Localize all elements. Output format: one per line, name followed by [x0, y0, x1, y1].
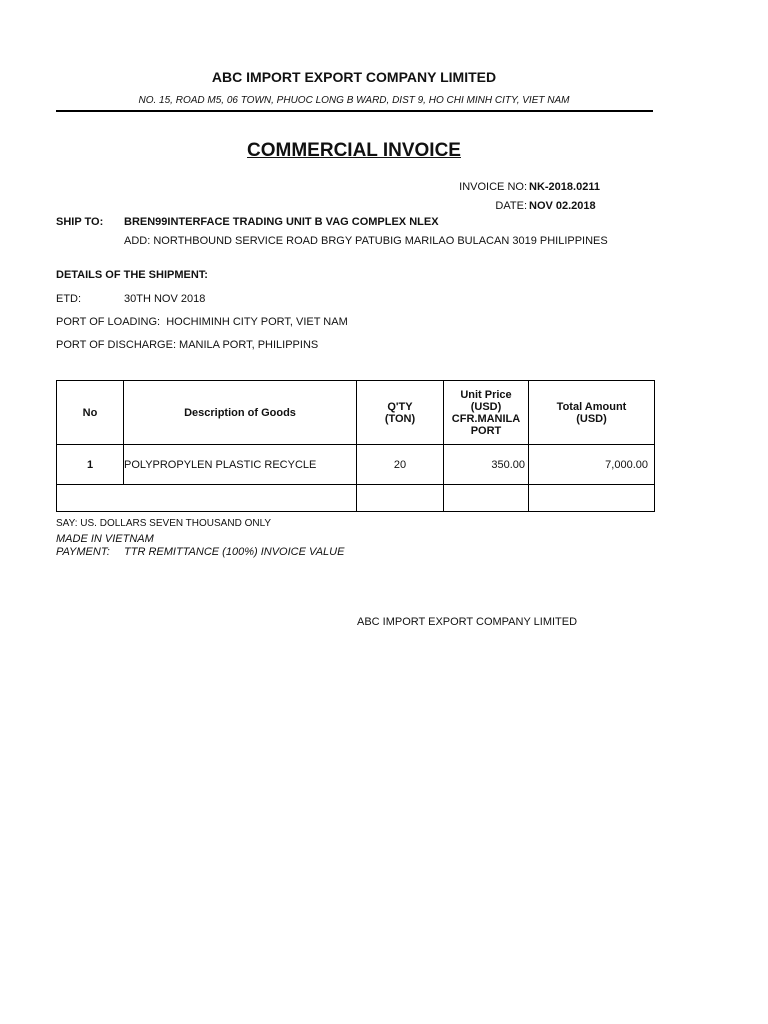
header-price-line1: Unit Price	[460, 388, 512, 401]
header-price-line2: (USD)	[470, 400, 502, 413]
row-description: POLYPROPYLEN PLASTIC RECYCLE	[124, 445, 357, 485]
row-qty: 20	[357, 445, 444, 485]
header-total-line2: (USD)	[576, 412, 607, 425]
amount-in-words: SAY: US. DOLLARS SEVEN THOUSAND ONLY	[56, 518, 272, 529]
payment-label: PAYMENT:	[56, 546, 110, 558]
row-total: 7,000.00	[529, 445, 655, 485]
company-address: NO. 15, ROAD M5, 06 TOWN, PHUOC LONG B WARD, DIST 9, HO CHI MINH CITY, VIET NAM	[138, 95, 570, 106]
etd-label: ETD:	[56, 293, 82, 305]
signature-company: ABC IMPORT EXPORT COMPANY LIMITED	[357, 616, 578, 628]
header-description: Description of Goods	[124, 381, 357, 445]
row-unit-price: 350.00	[444, 445, 529, 485]
table-row	[57, 445, 655, 485]
header-price-line3: CFR.MANILA	[451, 412, 521, 425]
empty-cell	[444, 485, 529, 512]
header-qty-line1: Q'TY	[387, 400, 413, 413]
document-title: COMMERCIAL INVOICE	[247, 140, 461, 161]
port-of-discharge: PORT OF DISCHARGE: MANILA PORT, PHILIPPINS	[56, 339, 319, 351]
header-unit-price	[444, 381, 529, 445]
header-total-line1: Total Amount	[556, 400, 627, 413]
ship-to-label: SHIP TO:	[56, 216, 104, 228]
empty-cell	[57, 485, 357, 512]
goods-table	[56, 380, 655, 512]
empty-cell	[357, 485, 444, 512]
header-qty-line2: (TON)	[384, 412, 416, 425]
payment-value: TTR REMITTANCE (100%) INVOICE VALUE	[124, 546, 345, 558]
header-no: No	[57, 381, 124, 445]
shipment-heading: DETAILS OF THE SHIPMENT:	[56, 269, 208, 281]
invoice-no-label: INVOICE NO:	[459, 181, 527, 193]
ship-to-address: ADD: NORTHBOUND SERVICE ROAD BRGY PATUBIG MARILAO BULACAN 3019 PHILIPPINES	[124, 235, 608, 247]
header-price-line4: PORT	[470, 424, 502, 437]
port-of-loading: PORT OF LOADING: HOCHIMINH CITY PORT, VIET NAM	[56, 316, 348, 328]
invoice-no-value: NK-2018.0211	[529, 181, 600, 193]
made-in: MADE IN VIETNAM	[56, 533, 154, 545]
empty-cell	[529, 485, 655, 512]
etd-value: 30TH NOV 2018	[124, 293, 206, 305]
table-header-row	[57, 381, 655, 445]
invoice-date-value: NOV 02.2018	[529, 200, 596, 212]
company-name: ABC IMPORT EXPORT COMPANY LIMITED	[211, 69, 497, 85]
table-row-empty	[57, 485, 655, 512]
header-qty	[357, 381, 444, 445]
ship-to-name: BREN99INTERFACE TRADING UNIT B VAG COMPLEX NLEX	[124, 216, 439, 228]
invoice-date-label: DATE:	[495, 200, 527, 212]
header-total	[529, 381, 655, 445]
row-no: 1	[57, 445, 124, 485]
header-divider	[56, 110, 653, 112]
